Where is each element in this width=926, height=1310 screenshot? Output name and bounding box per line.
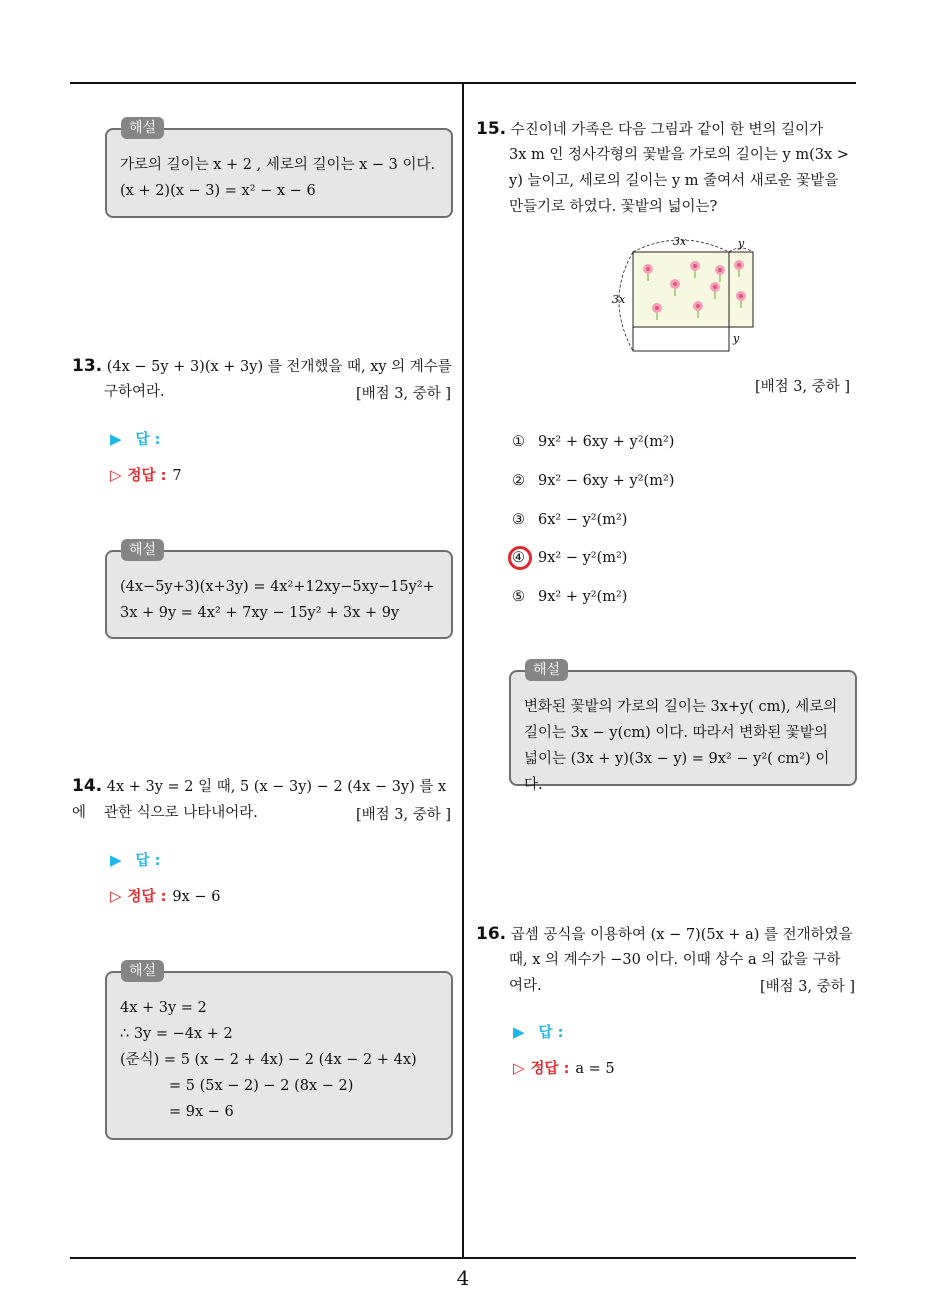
question-16-line3: 여라.: [509, 978, 542, 994]
question-16-line2: 때, x 의 계수가 −30 이다. 이때 상수 a 의 값을 구하: [509, 952, 841, 968]
score-label: [배점 3, 중하 ]: [755, 379, 851, 395]
choice-number: ③: [512, 512, 525, 528]
correct-value: a = 5: [575, 1061, 615, 1077]
question-number: 16.: [476, 924, 507, 944]
explanation-line: = 5 (5x − 2) − 2 (8x − 2): [169, 1078, 354, 1094]
page-number: 4: [456, 1266, 470, 1290]
choice-text: 9x² − y²(m²): [538, 550, 628, 566]
correct-label: 정답 :: [127, 889, 167, 905]
question-text: 수진이네 가족은 다음 그림과 같이 한 변의 길이가: [510, 122, 824, 138]
explanation-label: 해설: [121, 539, 164, 561]
question-number: 14.: [72, 776, 103, 796]
outline-play-icon: ▷: [513, 1059, 525, 1077]
choice-number: ②: [512, 473, 525, 489]
choice-1[interactable]: [512, 434, 674, 450]
garden-figure: [605, 232, 765, 357]
score-label: [배점 3, 중하 ]: [356, 386, 452, 402]
question-15-line4: 만들기로 하였다. 꽃밭의 넓이는?: [509, 199, 718, 215]
removed-strip: [633, 327, 729, 351]
explanation-line: 가로의 길이는 x + 2 , 세로의 길이는 x − 3 이다.: [120, 157, 436, 173]
question-15-line3: y) 늘이고, 세로의 길이는 y m 줄여서 새로운 꽃밭을: [509, 173, 839, 189]
label-left: 3x: [612, 293, 626, 306]
explanation-line: = 9x − 6: [169, 1104, 234, 1120]
outline-play-icon: ▷: [110, 466, 122, 484]
label-right-top: y: [738, 237, 745, 250]
correct-value: 9x − 6: [172, 889, 221, 905]
answer-label: 답 :: [135, 853, 161, 869]
answer-field[interactable]: [110, 849, 160, 870]
explanation-label: 해설: [121, 960, 164, 982]
explanation-line: (준식) = 5 (x − 2 + 4x) − 2 (4x − 2 + 4x): [120, 1052, 417, 1068]
selected-answer-circle: [508, 546, 532, 570]
choice-number: ①: [512, 434, 525, 450]
choice-text: 9x² + 6xy + y²(m²): [538, 434, 675, 450]
choice-2[interactable]: [512, 473, 674, 489]
score-label: [배점 3, 중하 ]: [760, 979, 856, 995]
explanation-line: 변화된 꽃밭의 가로의 길이는 3x+y( cm), 세로의: [524, 699, 838, 715]
label-top: 3x: [673, 235, 687, 248]
explanation-label: 해설: [121, 117, 164, 139]
choice-5[interactable]: [512, 589, 627, 605]
answer-label: 답 :: [135, 432, 161, 448]
correct-label: 정답 :: [127, 468, 167, 484]
column-divider: [462, 83, 464, 1258]
answer-field[interactable]: [110, 428, 160, 449]
explanation-line: 3x + 9y = 4x² + 7xy − 15y² + 3x + 9y: [120, 605, 400, 621]
play-icon: ▶: [110, 851, 122, 869]
correct-label: 정답 :: [530, 1061, 570, 1077]
choice-text: 9x² + y²(m²): [538, 589, 628, 605]
label-right-bottom: y: [733, 332, 740, 345]
correct-answer: [110, 885, 220, 906]
bottom-rule: [70, 1257, 856, 1259]
question-number: 13.: [72, 356, 103, 376]
question-15-line2: 3x m 인 정사각형의 꽃밭을 가로의 길이는 y m(3x >: [509, 147, 849, 163]
explanation-line: 길이는 3x − y(cm) 이다. 따라서 변화된 꽃밭의: [524, 725, 828, 741]
explanation-line: 4x + 3y = 2: [120, 1000, 207, 1016]
question-text: (4x − 5y + 3)(x + 3y) 를 전개했을 때, xy 의 계수를: [106, 359, 452, 375]
correct-answer: [110, 464, 182, 485]
choice-number: ⑤: [512, 589, 525, 605]
choice-3[interactable]: [512, 512, 627, 528]
question-13: [72, 353, 457, 380]
question-14-line2: 관한 식으로 나타내어라.: [104, 805, 258, 821]
explanation-box-q15: [509, 662, 857, 793]
correct-value: 7: [172, 468, 182, 484]
question-16: [476, 921, 861, 948]
explanation-line: (4x−5y+3)(x+3y) = 4x²+12xy−5xy−15y²+: [120, 579, 435, 595]
explanation-line: (x + 2)(x − 3) = x² − x − 6: [120, 183, 316, 199]
play-icon: ▶: [513, 1023, 525, 1041]
choice-number: ④: [512, 550, 525, 566]
correct-answer: [513, 1057, 615, 1078]
answer-field[interactable]: [513, 1021, 563, 1042]
explanation-line: 넓이는 (3x + y)(3x − y) = 9x² − y²( cm²) 이다.: [524, 751, 830, 793]
explanation-box-q13: [105, 542, 453, 639]
choice-text: 9x² − 6xy + y²(m²): [538, 473, 675, 489]
outline-play-icon: ▷: [110, 887, 122, 905]
score-label: [배점 3, 중하 ]: [356, 807, 452, 823]
question-number: 15.: [476, 119, 507, 139]
question-text: 곱셈 공식을 이용하여 (x − 7)(5x + a) 를 전개하였을: [510, 927, 853, 943]
question-15: [476, 116, 861, 143]
play-icon: ▶: [110, 430, 122, 448]
choice-text: 6x² − y²(m²): [538, 512, 628, 528]
question-text: 4x + 3y = 2 일 때, 5 (x − 3y) − 2 (4x − 3y) 를 x 에: [72, 779, 447, 821]
question-13-line2: 구하여라.: [104, 384, 165, 400]
explanation-box-q14: [105, 963, 453, 1140]
explanation-box-q12: [105, 120, 453, 218]
explanation-line: ∴ 3y = −4x + 2: [120, 1026, 233, 1042]
answer-label: 답 :: [538, 1025, 564, 1041]
explanation-label: 해설: [525, 659, 568, 681]
